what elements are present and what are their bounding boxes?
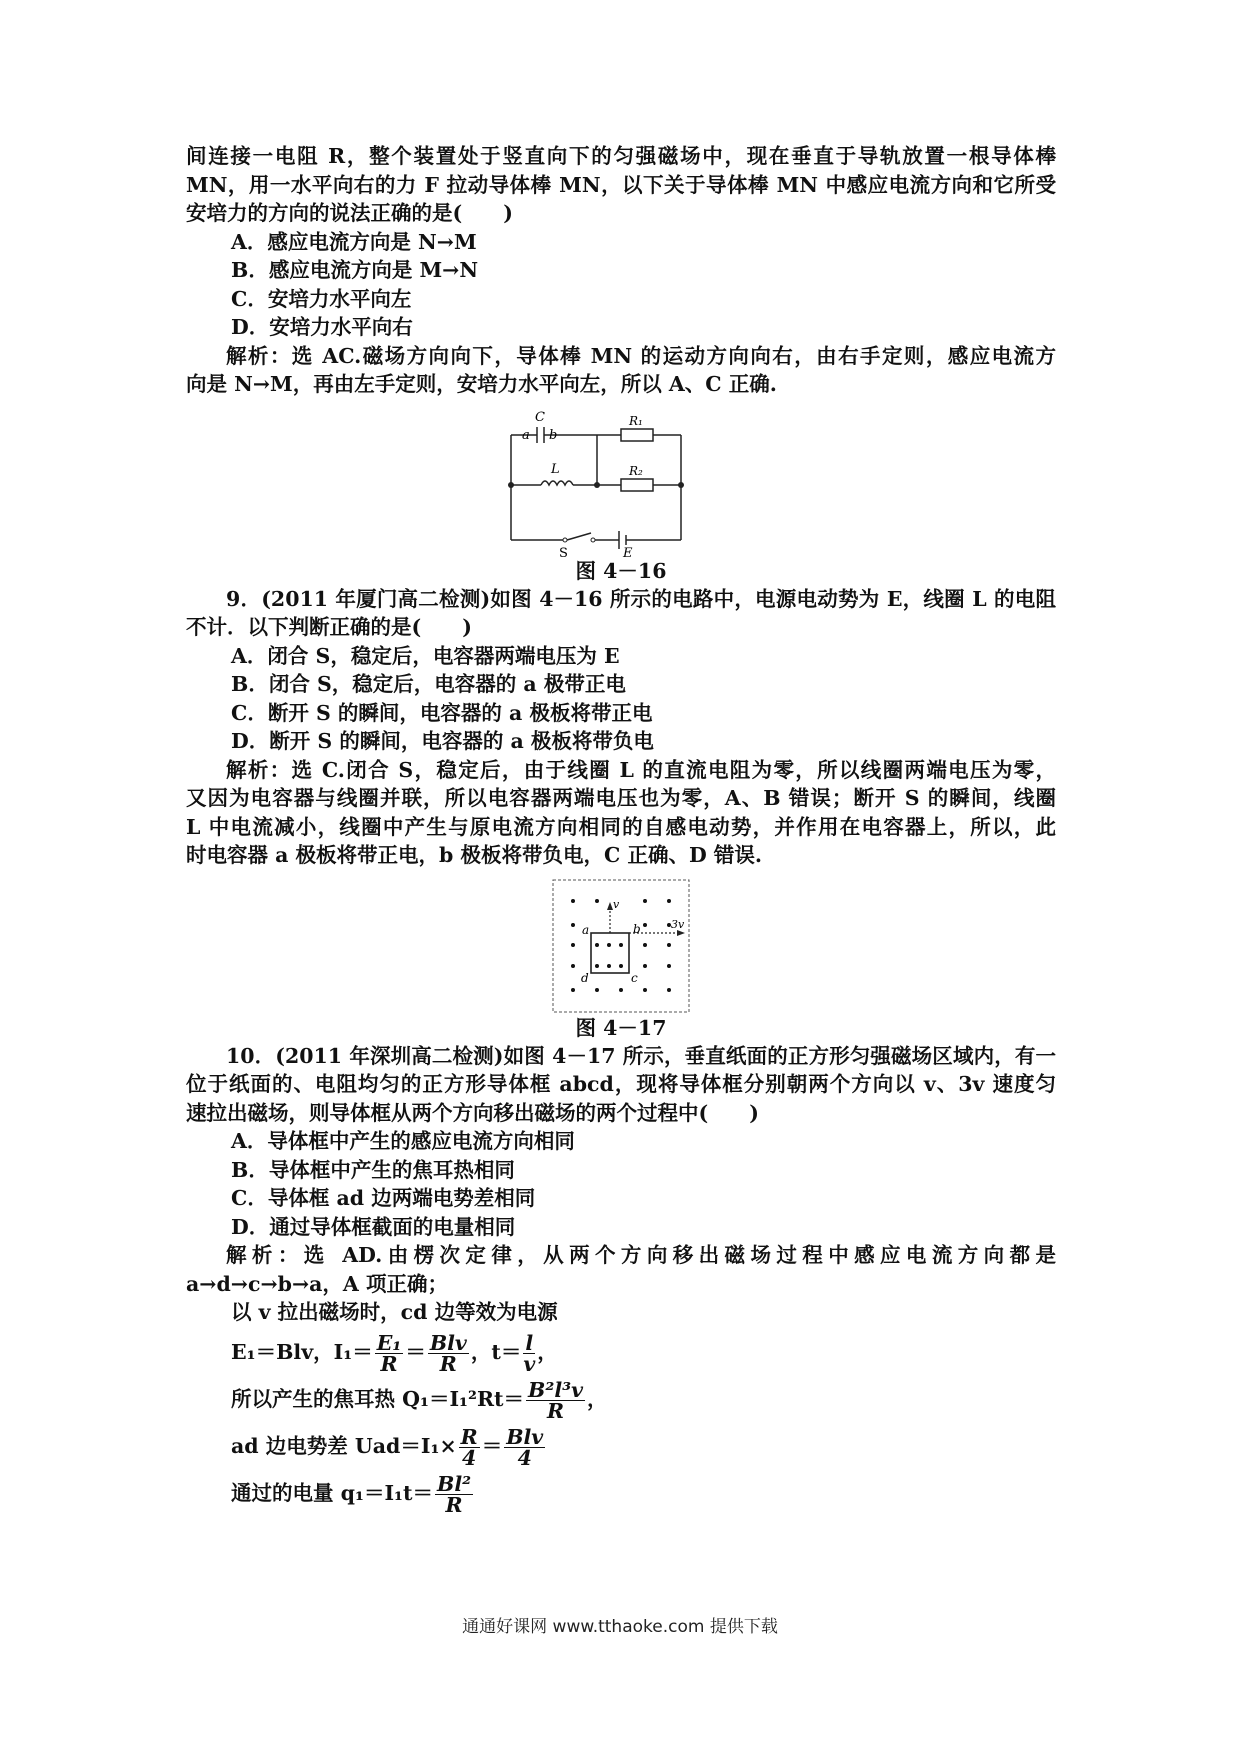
- label-capacitor-c: C: [535, 409, 545, 425]
- circuit-diagram: [471, 405, 771, 557]
- label-plate-b: b: [549, 427, 558, 443]
- fraction-denominator: R: [439, 1351, 457, 1376]
- eq1-equals: ＝: [405, 1339, 426, 1364]
- circuit-figure-4-16: [471, 405, 771, 557]
- eq1-text-b: ，t＝: [470, 1339, 522, 1364]
- q10-option-d: D．通过导体框截面的电量相同: [231, 1214, 516, 1239]
- fraction-numerator: Blv: [506, 1424, 544, 1449]
- fraction-heat: [526, 1377, 585, 1423]
- fraction-numerator: Blv: [429, 1330, 467, 1355]
- q9-option-c: C．断开 S 的瞬间，电容器的 a 极板将带正电: [231, 700, 653, 725]
- q10-analysis-3: 以 v 拉出磁场时，cd 边等效为电源: [231, 1300, 558, 1324]
- fraction-r-over-4: [459, 1424, 480, 1470]
- figure-4-17-caption: 图 4－17: [575, 1015, 667, 1040]
- equation-charge: [186, 1471, 1056, 1517]
- q9-analysis-2: 又因为电容器与线圈并联，所以电容器两端电压也为零，A、B 错误；断开 S 的瞬间，线圈: [186, 786, 1056, 810]
- q8-option-d: D．安培力水平向右: [231, 315, 413, 339]
- fraction-denominator: 4: [462, 1445, 477, 1470]
- q10-line-3: 速拉出磁场，则导体框从两个方向移出磁场的两个过程中( ): [186, 1100, 759, 1125]
- label-corner-a: a: [582, 922, 590, 937]
- figure-4-16-caption: 图 4－16: [575, 558, 667, 583]
- eq2-text-a: 所以产生的焦耳热 Q₁＝I₁²Rt＝: [231, 1386, 525, 1411]
- label-plate-a: a: [522, 427, 530, 443]
- q9-option-b: B．闭合 S，稳定后，电容器的 a 极带正电: [231, 672, 626, 696]
- fraction-blv-over-r: [428, 1330, 469, 1376]
- q9-analysis-1: 解析：选 C.闭合 S，稳定后，由于线圈 L 的直流电阻为零，所以线圈两端电压为零，: [226, 757, 1056, 782]
- eq1-text-c: ，: [537, 1339, 558, 1364]
- fraction-l-over-v: [523, 1330, 536, 1376]
- fraction-numerator: l: [523, 1333, 535, 1354]
- eq3-text-a: ad 边电势差 Uad＝I₁×: [231, 1433, 457, 1458]
- q9-analysis-4: 时电容器 a 极板将带正电，b 极板将带负电，C 正确、D 错误.: [186, 843, 763, 867]
- field-diagram: [551, 878, 691, 1014]
- label-source-e: E: [623, 545, 633, 557]
- fraction-denominator: 4: [517, 1445, 532, 1470]
- field-figure-4-17: [551, 878, 691, 1014]
- fraction-numerator: E₁: [376, 1330, 402, 1355]
- label-corner-c: c: [631, 970, 638, 985]
- q9-option-d: D．断开 S 的瞬间，电容器的 a 极板将带负电: [231, 729, 654, 753]
- equation-joule-heat: [186, 1377, 1056, 1423]
- q8-option-c: C．安培力水平向左: [231, 286, 412, 311]
- eq2-text-c: ，: [587, 1386, 608, 1411]
- fraction-blv-over-4: [504, 1424, 545, 1470]
- footer-download-note: 通通好课网 www.tthaoke.com 提供下载: [462, 1617, 778, 1637]
- q10-analysis-2: a→d→c→b→a，A 项正确；: [186, 1271, 448, 1296]
- fraction-numerator: Bl²: [437, 1471, 472, 1496]
- label-r1: R₁: [629, 413, 643, 428]
- q9-analysis-3: L 中电流减小，线圈中产生与原电流方向相同的自感电动势，并作用在电容器上，所以，此: [186, 814, 1056, 839]
- label-inductor-l: L: [551, 461, 560, 477]
- label-switch-s: S: [559, 545, 568, 557]
- q8-option-a: A．感应电流方向是 N→M: [231, 229, 477, 254]
- q8-option-b: B．感应电流方向是 M→N: [231, 258, 479, 282]
- fraction-numerator: R: [460, 1424, 478, 1449]
- fraction-denominator: R: [445, 1492, 463, 1517]
- fraction-e1-over-r: [375, 1330, 404, 1376]
- q10-line-2: 位于纸面的、电阻均匀的正方形导体框 abcd，现将导体框分别朝两个方向以 v、3v 速度匀: [186, 1072, 1056, 1096]
- q9-line-1: 9．(2011 年厦门高二检测)如图 4－16 所示的电路中，电源电动势为 E，线圈 L 的电阻: [226, 586, 1056, 611]
- document-page: [186, 142, 1056, 1515]
- fraction-denominator: R: [380, 1351, 398, 1376]
- fraction-denominator: R: [547, 1398, 565, 1423]
- fraction-denominator: v: [523, 1351, 536, 1376]
- label-r2: R₂: [629, 463, 643, 478]
- q8-line-3: 安培力的方向的说法正确的是( ): [186, 201, 513, 225]
- eq4-text-a: 通过的电量 q₁＝I₁t＝: [231, 1480, 433, 1505]
- label-corner-d: d: [581, 970, 589, 985]
- eq3-equals: ＝: [481, 1433, 503, 1458]
- label-velocity-v: v: [613, 897, 620, 911]
- q8-line-2: MN，用一水平向右的力 F 拉动导体棒 MN，以下关于导体棒 MN 中感应电流方向和它所受: [186, 172, 1056, 197]
- equation-emf: [186, 1330, 1056, 1376]
- eq1-text-a: E₁＝Blv，I₁＝: [231, 1339, 373, 1364]
- q10-option-b: B．导体框中产生的焦耳热相同: [231, 1157, 515, 1182]
- q8-line-1: 间连接一电阻 R，整个装置处于竖直向下的匀强磁场中，现在垂直于导轨放置一根导体棒: [186, 144, 1056, 168]
- q10-option-c: C．导体框 ad 边两端电势差相同: [231, 1186, 536, 1210]
- q8-analysis-2: 向是 N→M，再由左手定则，安培力水平向左，所以 A、C 正确.: [186, 372, 777, 396]
- q10-line-1: 10．(2011 年深圳高二检测)如图 4－17 所示，垂直纸面的正方形匀强磁场区域内，有一: [226, 1043, 1056, 1068]
- q9-line-2: 不计．以下判断正确的是( ): [186, 615, 472, 639]
- label-corner-b: b: [633, 921, 641, 936]
- q8-analysis-1: 解析：选 AC.磁场方向向下，导体棒 MN 的运动方向向右，由右手定则，感应电流方: [226, 343, 1056, 368]
- q10-option-a: A．导体框中产生的感应电流方向相同: [231, 1129, 575, 1153]
- equation-potential-difference: [186, 1424, 1056, 1470]
- q10-analysis-1: 解析：选 AD.由楞次定律，从两个方向移出磁场过程中感应电流方向都是: [226, 1243, 1056, 1267]
- q9-option-a: A．闭合 S，稳定后，电容器两端电压为 E: [231, 643, 620, 668]
- fraction-charge: [435, 1471, 473, 1517]
- fraction-numerator: B²l³v: [528, 1377, 584, 1402]
- label-velocity-3v: 3v: [671, 917, 685, 931]
